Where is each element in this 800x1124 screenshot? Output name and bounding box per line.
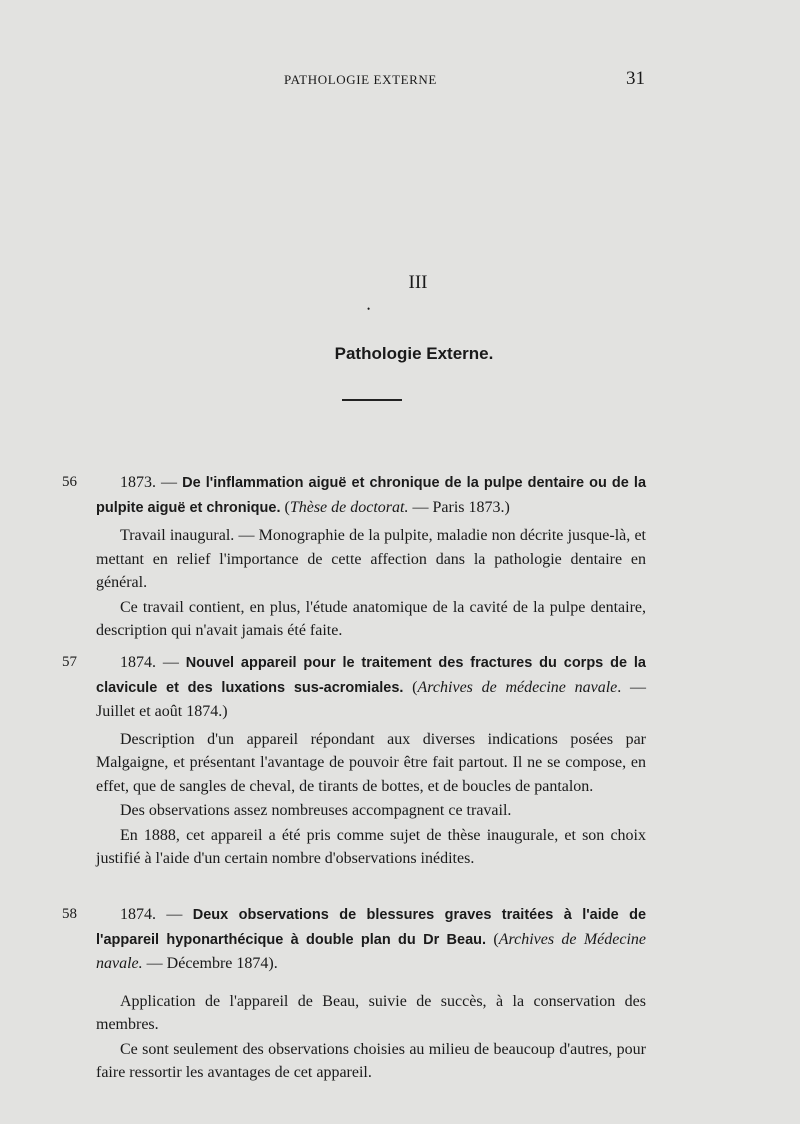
entry-title: Nouvel appareil pour le traitement des fractures du corps de la clavicule et des luxations sus-acromiales. <box>96 655 646 696</box>
bibliography-entry-57 <box>62 651 646 871</box>
entry-title: Deux observations de blessures graves traitées à l'aide de l'appareil hyponarthécique à double plan du Dr Beau. <box>96 907 647 948</box>
entry-source-detail: — Décembre 1874). <box>142 955 278 972</box>
entry-paragraph: Ce sont seulement des observations choisies au milieu de beaucoup d'autres, pour faire ressortir les avantages de cet appareil. <box>96 1040 646 1081</box>
entry-paragraph: Travail inaugural. — Monographie de la pulpite, maladie non décrite jusque-là, et mettant en relief l'importance de cette affection dans la pathologie dentaire en général. <box>96 527 646 591</box>
section-title: Pathologie Externe. <box>334 344 494 363</box>
entry-paragraph: Description d'un appareil répondant aux diverses indications posées par Malgaigne, et présentant l'avantage de pouvoir être fait partout. Il ne se compose, en effet, que de sangles de cheval, de tirants de bottes, et de boucles de pantalon. <box>96 730 646 795</box>
entry-number: 56 <box>62 474 77 490</box>
entry-paragraph: Ce travail contient, en plus, l'étude anatomique de la cavité de la pulpe dentaire, description qui n'avait jamais été faite. <box>96 598 646 639</box>
entry-heading: 1873. — De l'inflammation aiguë et chronique de la pulpe dentaire ou de la pulpite aiguë et chronique. (Thèse de doctorat. — Paris 1873.) <box>96 474 647 516</box>
entry-source-detail: — Paris 1873.) <box>408 498 510 516</box>
entry-year: 1873. — <box>120 474 183 491</box>
entry-number: 58 <box>62 906 77 922</box>
section-rule <box>342 399 402 401</box>
bibliography-entry-58 <box>62 903 647 1085</box>
entry-title: De l'inflammation aiguë et chronique de la pulpe dentaire ou de la pulpite aiguë et chronique. <box>96 475 647 516</box>
ornament-dot: • <box>367 304 371 314</box>
entry-heading: 1874. — Nouvel appareil pour le traitement des fractures du corps de la clavicule et des luxations sus-acromiales. (Archives de médecine navale. — Juillet et août 1874.) <box>96 654 646 720</box>
section-number: III <box>408 272 428 293</box>
entry-paragraph: Des observations assez nombreuses accompagnent ce travail. <box>120 802 512 819</box>
page-number: 31 <box>626 68 645 89</box>
entry-source: Archives de Médecine navale. <box>96 930 647 972</box>
entry-year: 1874. — <box>120 906 193 923</box>
entry-heading: 1874. — Deux observations de blessures graves traitées à l'aide de l'appareil hyponarthécique à double plan du Dr Beau. (Archives de Médecine navale. — Décembre 1874). <box>96 906 647 972</box>
bibliography-entry-56 <box>62 471 647 643</box>
entry-source: Archives de médecine navale <box>417 678 618 696</box>
entry-source: Thèse de doctorat. <box>289 498 409 516</box>
entry-year: 1874. — <box>120 654 186 671</box>
running-title: PATHOLOGIE EXTERNE <box>284 72 437 87</box>
entry-source-detail: . — Juillet et août 1874.) <box>96 678 646 720</box>
entry-paragraph: En 1888, cet appareil a été pris comme sujet de thèse inaugurale, et son choix justifié à l'aide d'un certain nombre d'observations inédites. <box>96 826 646 867</box>
entry-number: 57 <box>62 654 77 670</box>
entry-paragraph: Application de l'appareil de Beau, suivie de succès, à la conservation des membres. <box>96 992 646 1033</box>
